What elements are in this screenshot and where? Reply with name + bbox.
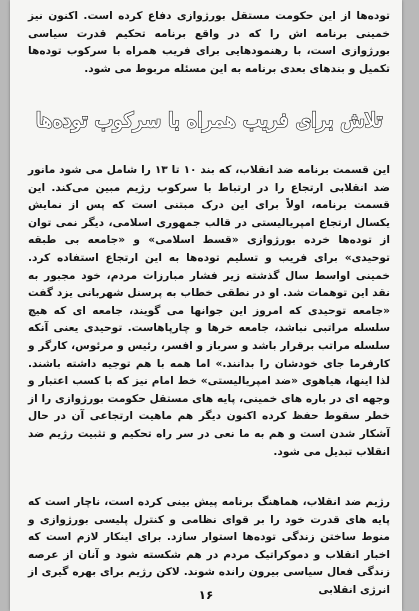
section-heading: تلاش برای فریب همراه با سرکوب توده‌ها: [35, 108, 383, 132]
page-number: ۱۶: [198, 588, 214, 602]
intro-paragraph: توده‌ها از این حکومت مستقل بورژوازی دفاع کرده است. اکنون نیز خمینی برنامه اش را که در واقع برنامه تحکیم قدرت سیاسی بورژوازی است، با رهنمودهایی برای فریب همراه با سرکوب توده‌ها تکمیل و بندهای بعدی برنامه به این مسئله مربوط می شود.: [28, 10, 390, 75]
body-paragraph: این قسمت برنامه ضد انقلاب، که بند ۱۰ تا ۱۳ را شامل می شود مانور ضد انقلابی ارتجاع را در ارتباط با سرکوب رژیم مبین می‌کند. این قسمت برنامه، اولاً برای این درک مبتنی است که پس از نمایش یکسال ارتجاع امپریالیستی در قالب جمهوری اسلامی، دیگر نمی توان از توده‌ها خرده بورژوازی «قسط اسلامی» و «جامعه بی طبقه توحیدی» برای فریب و تسلیم توده‌ها به این ارتجاع استفاده کرد. خمینی اواسط سال گذشته زیر فشار مبارزات مردم، خود مجبور به نقد این توهمات شد. او در نطقی خطاب به پرسنل شهربانی یزد گفت «جامعه توحیدی که امروز این جوانها می گویند، جامعه ای که هیچ سلسله مراتبی نباشد، جامعه خرها و چارپاهاست. توحیدی یعنی آنکه سلسله مراتب برقرار باشد و سرباز و افسر، رئیس و مرئوس، کارگر و کارفرما جای خودشان را بدانند.» اما همه با هم توجیه داشته باشند. لذا اینها، هیاهوی «ضد امپریالیستی» خط امام نیز که با کسب اعتبار و وجهه ای در باره های خمینی، پایه های مستقل حکومت بورژوازی را از خطر سقوط حفظ کرده اکنون دیگر هم ماهیت ارتجاعی آن در حال آشکار شدن است و هم به ما نعی در سر راه تحکیم و تثبیت رژیم ضد انقلاب تبدیل می شود.: [28, 164, 390, 458]
document-page: [10, 0, 402, 611]
closing-paragraph: رژیم ضد انقلاب، هماهنگ برنامه پیش بینی کرده است، ناچار است که پایه های قدرت خود را بر قوای نظامی و کنترل پلیسی بورژوازی و منوط ساختن زندگی توده‌ها استوار سازد. برای اینکار لازم است که اخبار انقلاب و دموکراتیک مردم در هم شکسته شود و آنان از عرصه زندگی فعال سیاسی بیرون رانده شوند. لاکن رژیم برای بهره گیری از انرژی انقلابی: [28, 496, 390, 596]
